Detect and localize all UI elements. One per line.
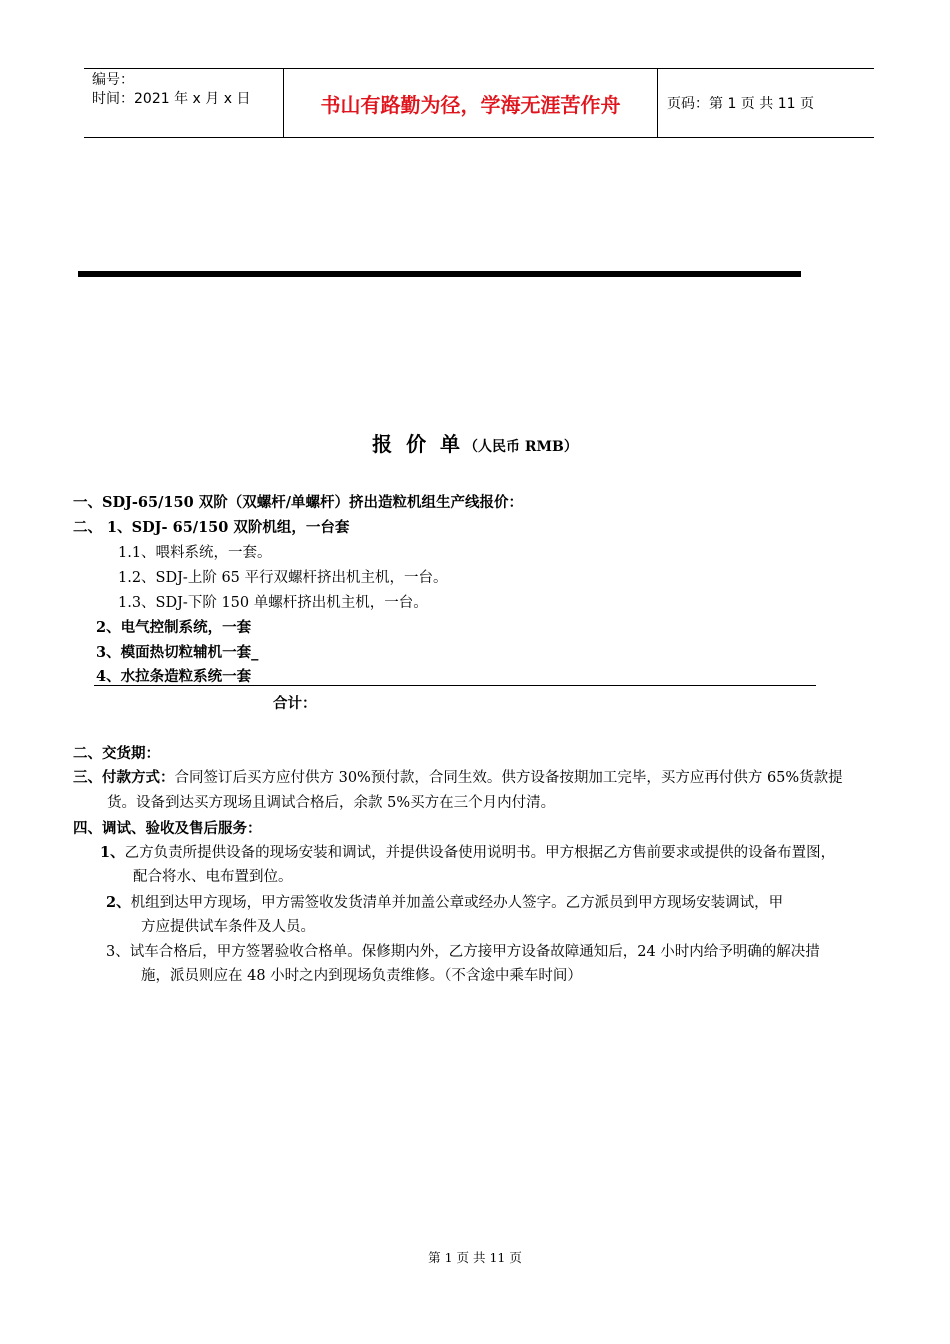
document-title — [0, 428, 950, 457]
service-item-1-num: 1、 — [100, 844, 125, 861]
item-2: 2、电气控制系统，一套 — [96, 619, 252, 636]
item-4-underline — [94, 685, 816, 686]
sub-item-1-3: 1.3、SDJ-下阶 150 单螺杆挤出机主机，一台。 — [118, 595, 428, 611]
delivery-heading: 二、交货期： — [73, 745, 160, 762]
total-label: 合计： — [273, 695, 317, 712]
page-footer: 第 1 页 共 11 页 — [428, 1250, 522, 1265]
service-item-3-text: 试车合格后，甲方签署验收合格单。保修期内外，乙方接甲方设备故障通知后，24 小时内给予明确的解决措 — [129, 944, 820, 960]
section-1-heading: 一、SDJ-65/150 双阶（双螺杆/单螺杆）挤出造粒机组生产线报价： — [73, 494, 524, 511]
thick-divider — [78, 271, 801, 277]
service-item-3-num: 3、 — [106, 944, 130, 960]
header-motto: 书山有路勤为径，学海无涯苦作舟 — [284, 69, 658, 137]
payment-label: 三、付款方式： — [73, 769, 175, 786]
service-item-1 — [100, 843, 835, 863]
service-item-1-text: 乙方负责所提供设备的现场安装和调试，并提供设备使用说明书。甲方根据乙方售前要求或提供的设备布置图， — [124, 845, 836, 861]
service-item-3-cont: 施，派员则应在 48 小时之内到现场负责维修。（不含途中乘车时间） — [141, 968, 582, 984]
section-2-item-1: 二、 1、SDJ- 65/150 双阶机组，一台套 — [73, 519, 350, 536]
header-meta — [84, 69, 284, 137]
sub-item-1-1: 1.1、喂料系统，一套。 — [118, 545, 272, 561]
service-item-2-text: 机组到达甲方现场，甲方需签收发货清单并加盖公章或经办人签字。乙方派员到甲方现场安装调试，甲 — [130, 895, 784, 911]
payment-line — [73, 768, 843, 788]
number-label: 编号： — [92, 72, 134, 88]
payment-continuation: 货。设备到达买方现场且调试合格后，余款 5%买方在三个月内付清。 — [107, 795, 556, 811]
item-4: 4、水拉条造粒系统一套 — [96, 668, 252, 685]
page-header — [84, 68, 874, 138]
service-item-2-cont: 方应提供试车条件及人员。 — [141, 919, 315, 935]
payment-text: 合同签订后买方应付供方 30%预付款，合同生效。供方设备按期加工完毕，买方应再付供方 65%货款提 — [174, 770, 843, 786]
item-3: 3、模面热切粒辅机一套_ — [96, 644, 259, 661]
service-item-3 — [106, 942, 820, 962]
title-sub: （人民币 RMB） — [464, 439, 578, 455]
service-heading: 四、调试、验收及售后服务： — [73, 820, 262, 837]
sub-item-1-2: 1.2、SDJ-上阶 65 平行双螺杆挤出机主机，一台。 — [118, 570, 448, 586]
time-label: 时间：2021 年 x 月 x 日 — [92, 91, 251, 107]
service-item-1-cont: 配合将水、电布置到位。 — [133, 869, 293, 885]
title-main: 报 价 单 — [372, 432, 460, 456]
service-item-2 — [106, 893, 783, 913]
service-item-2-num: 2、 — [106, 894, 131, 911]
header-page-info: 页码：第 1 页 共 11 页 — [667, 96, 814, 112]
